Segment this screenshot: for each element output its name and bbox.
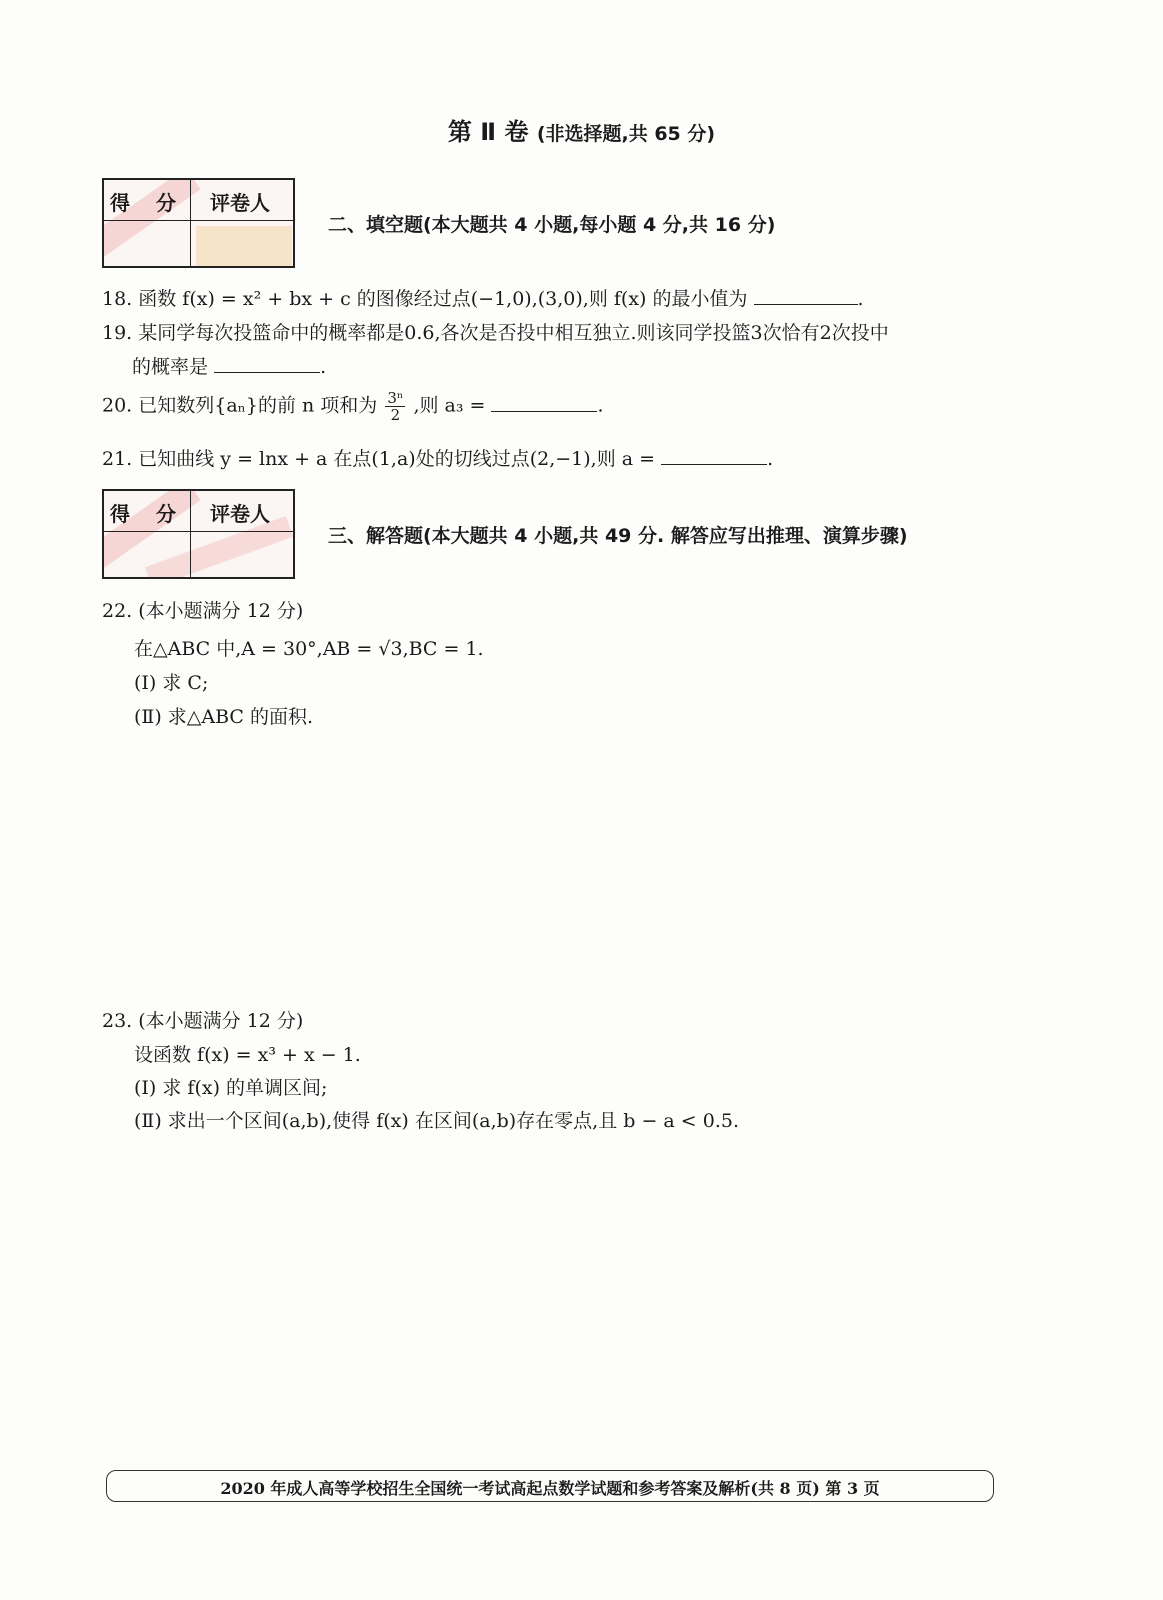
- section3-heading: 三、解答题(本大题共 4 小题,共 49 分. 解答应写出推理、演算步骤): [328, 525, 908, 547]
- question-22-line3: (Ⅱ) 求△ABC 的面积.: [134, 706, 314, 728]
- question-22-line1: 在△ABC 中,A = 30°,AB = √3,BC = 1.: [134, 638, 484, 660]
- page-title: [0, 112, 1163, 147]
- score-box-section2: [102, 178, 295, 268]
- question-23-line1: 设函数 f(x) = x³ + x − 1.: [134, 1044, 361, 1066]
- question-18: 18. 函数 f(x) = x² + bx + c 的图像经过点(−1,0),(3,0),则 f(x) 的最小值为 .: [102, 288, 864, 310]
- title-main: 第 Ⅱ 卷: [447, 118, 529, 146]
- answer-blank: [754, 286, 858, 305]
- footer-text: 2020 年成人高等学校招生全国统一考试高起点数学试题和参考答案及解析(共 8 页) 第 3 页: [220, 1479, 880, 1498]
- stamp-mark: [196, 226, 292, 266]
- answer-blank: [491, 393, 597, 412]
- question-22-head: 22. (本小题满分 12 分): [102, 600, 304, 622]
- question-19-line1: 19. 某同学每次投篮命中的概率都是0.6,各次是否投中相互独立.则该同学投篮3次恰有2次投中: [102, 322, 889, 344]
- grader-header: 评卷人: [210, 191, 270, 215]
- question-19-line2: 的概率是 .: [132, 356, 327, 378]
- grader-header: 评卷人: [210, 502, 270, 526]
- question-23-head: 23. (本小题满分 12 分): [102, 1010, 304, 1032]
- answer-blank: [661, 446, 767, 465]
- question-23-line2: (Ⅰ) 求 f(x) 的单调区间;: [134, 1077, 328, 1099]
- question-22-line2: (Ⅰ) 求 C;: [134, 672, 209, 694]
- fraction: $\frac{\text{3ⁿ}}{2}$: [387, 389, 404, 424]
- score-header: 得分: [110, 191, 202, 215]
- score-header: 得分: [110, 502, 202, 526]
- score-box-section3: [102, 489, 295, 579]
- page-footer: [106, 1470, 994, 1502]
- question-23-line3: (Ⅱ) 求出一个区间(a,b),使得 f(x) 在区间(a,b)存在零点,且 b − a < 0.5.: [134, 1110, 740, 1132]
- title-sub: (非选择题,共 65 分): [536, 123, 716, 145]
- section2-heading: 二、填空题(本大题共 4 小题,每小题 4 分,共 16 分): [328, 214, 776, 236]
- question-20: 20. 已知数列{aₙ}的前 n 项和为 $\frac{\text{3ⁿ}}{2}$ ,则 a₃ = .: [102, 389, 604, 424]
- question-21: 21. 已知曲线 y = lnx + a 在点(1,a)处的切线过点(2,−1),则 a = .: [102, 448, 774, 470]
- answer-blank: [214, 354, 320, 373]
